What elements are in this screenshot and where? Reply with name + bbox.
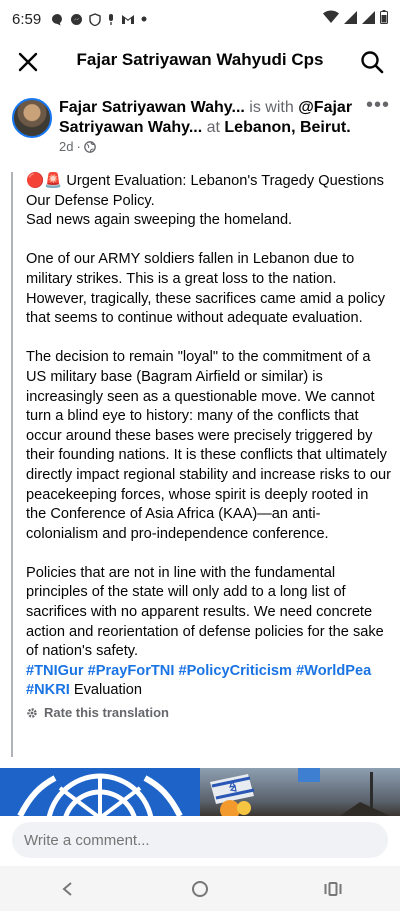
separator-dot: · — [76, 139, 81, 154]
hashtag-line-2 — [26, 681, 391, 701]
search-button[interactable] — [356, 46, 388, 78]
recents-button[interactable] — [311, 867, 355, 911]
comment-input[interactable] — [12, 822, 388, 858]
author-name[interactable]: Fajar Satriyawan Wahy... — [59, 99, 245, 116]
post-paragraph-1: 🔴🚨 Urgent Evaluation: Lebanon's Tragedy Questions Our Defense Policy. Sad news again sweeping the homeland. — [26, 173, 384, 229]
status-time: 6:59 — [12, 10, 42, 28]
close-icon — [18, 52, 38, 72]
close-button[interactable] — [12, 46, 44, 78]
tagged-user[interactable]: @Fajar Satriyawan Wahy... — [59, 99, 353, 136]
signal-icon-2 — [362, 11, 375, 24]
un-emblem-image[interactable] — [0, 768, 200, 816]
post-paragraph-2: One of our ARMY soldiers fallen in Lebanon due to military strikes. This is a great loss to the nation. However, tragically, these sacrifices came amid a policy that seems to continue without adequate evaluation. — [26, 251, 386, 327]
chat-bubble-icon — [51, 13, 64, 26]
home-icon — [191, 880, 209, 898]
at-label: at — [206, 119, 220, 136]
home-button[interactable] — [178, 867, 222, 911]
is-with-label: is with — [249, 99, 294, 116]
notification-icons — [51, 13, 147, 26]
dot-icon — [141, 16, 147, 22]
post-body — [11, 172, 391, 757]
post-time-row — [59, 139, 96, 154]
rate-translation[interactable] — [26, 703, 391, 723]
gear-icon — [26, 707, 38, 719]
mic-icon — [107, 13, 115, 26]
hashtag-tail: Evaluation — [73, 682, 143, 699]
battery-icon — [380, 10, 388, 24]
back-icon — [60, 881, 74, 897]
gmail-icon — [121, 13, 135, 25]
post-images[interactable] — [0, 768, 400, 816]
search-icon — [360, 50, 384, 74]
avatar[interactable] — [12, 98, 52, 138]
page-title: Fajar Satriyawan Wahyudi Cps — [76, 50, 324, 69]
wifi-icon — [323, 10, 339, 24]
system-status-icons — [323, 10, 388, 24]
back-button[interactable] — [45, 867, 89, 911]
comment-bar — [0, 816, 400, 866]
globe-icon — [84, 141, 96, 153]
location-link[interactable]: Lebanon, Beirut. — [224, 119, 351, 136]
post-paragraph-4: Policies that are not in line with the fundamental principles of the state will only add to a long list of sacrifices with no apparent results. We need concrete action and reorientation of defense policies for the sake of nation's safety. — [26, 564, 384, 660]
hashtag-nkri[interactable]: #NKRI — [26, 682, 70, 699]
recents-icon — [324, 881, 342, 897]
post-time[interactable]: 2d — [59, 139, 74, 154]
shield-icon — [89, 13, 101, 26]
flag-photo-image[interactable] — [200, 768, 400, 816]
flag-photo-icon — [200, 768, 400, 816]
un-emblem-icon — [0, 768, 200, 816]
rate-translation-label: Rate this translation — [44, 705, 169, 721]
app-header — [0, 38, 400, 84]
hashtags[interactable]: #TNIGur #PrayForTNI #PolicyCriticism #WorldPea — [26, 662, 372, 679]
status-bar — [0, 0, 400, 38]
more-options-button[interactable]: ••• — [365, 94, 390, 116]
system-nav-bar — [0, 866, 400, 911]
post-header — [0, 94, 400, 156]
post-paragraph-3: The decision to remain "loyal" to the commitment of a US military base (Bagram Airfield or similar) is increasingly seen as a questionable move. We cannot turn a blind eye to history: many of the conflicts that occur around these bases were precisely triggered by their founding nations. It is these conflicts that ultimately directly impact regional stability and increase risks to our peacekeeping forces, whose spirit is deeply rooted in the Conference of Asia Africa (KAA)—an anti-colonialism and pro-independence conference. — [26, 349, 392, 542]
post-meta — [59, 98, 359, 138]
messenger-icon — [70, 13, 83, 26]
signal-icon — [344, 11, 357, 24]
